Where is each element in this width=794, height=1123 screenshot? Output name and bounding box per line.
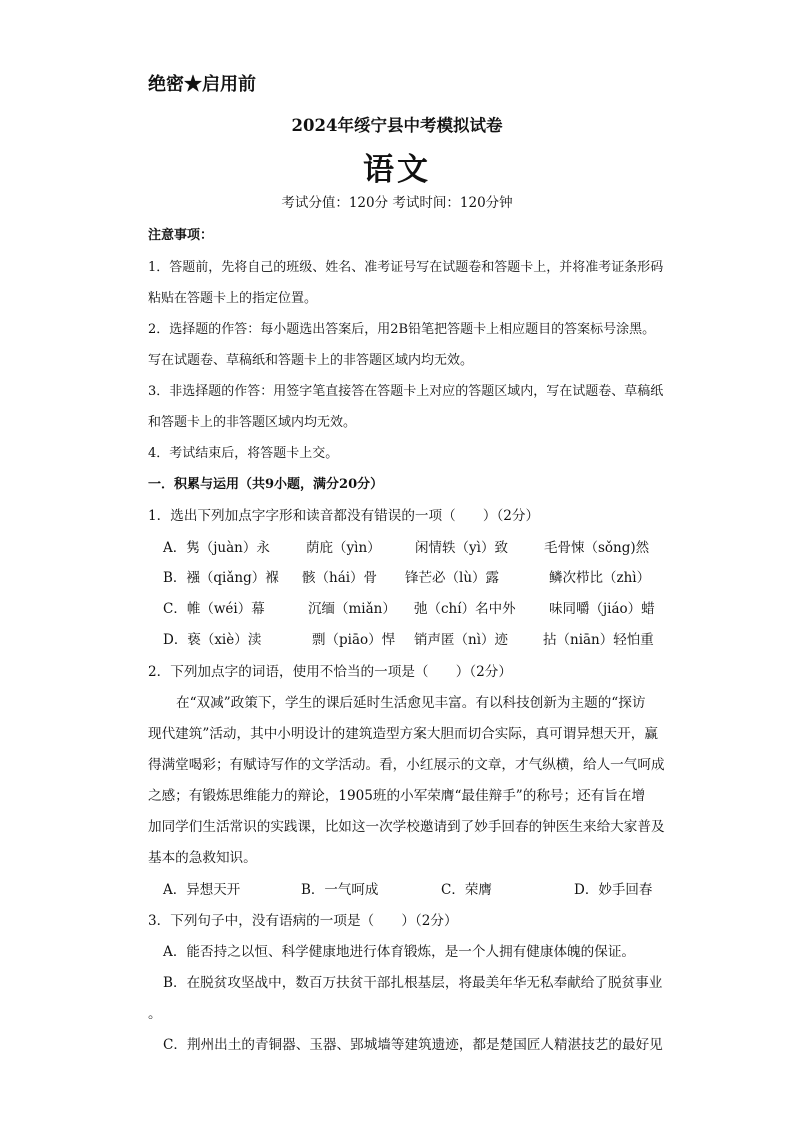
section-heading: 一．积累与运用（共9小题，满分20分）: [148, 477, 384, 492]
q1-option: 毛骨悚（sǒng)然: [544, 540, 650, 556]
passage-line: 之感；有锻炼思维能力的辩论，1905班的小军荣膺“最佳辩手”的称号；还有旨在增: [148, 788, 646, 804]
q1-option: 闲情轶（yì）致: [415, 540, 508, 556]
passage-line: 基本的急救知识。: [148, 850, 257, 866]
q1-option: 锋芒必（lù）露: [405, 570, 500, 586]
passage-line: 现代建筑”活动，其中小明设计的建筑造型方案大胆而切合实际，真可谓异想天开，赢: [148, 726, 658, 742]
q2-option: D．妙手回春: [574, 882, 653, 898]
notes-line: 和答题卡上的非答题区域内均无效。: [148, 415, 357, 430]
q1-option: A．隽（juàn）永: [163, 540, 270, 556]
q1-option: 鳞次栉比（zhì）: [549, 570, 651, 586]
q1-option: C．帷（wéi）幕: [163, 601, 265, 617]
notes-line: 1．答题前，先将自己的班级、姓名、准考证号写在试题卷和答题卡上，并将准考证条形码: [148, 260, 664, 275]
passage-line: 加同学们生活常识的实践课，比如这一次学校邀请到了妙手回春的钟医生来给大家普及: [148, 819, 665, 835]
notes-line: 粘贴在答题卡上的指定位置。: [148, 291, 318, 306]
q3-option-line: A．能否持之以恒、科学健康地进行体育锻炼，是一个人拥有健康体魄的保证。: [163, 944, 636, 960]
passage-line: 得满堂喝彩；有赋诗写作的文学活动。看，小红展示的文章，才气纵横，给人一气呵成: [148, 757, 665, 773]
question-3-stem: 3．下列句子中，没有语病的一项是（ ）（2分）: [148, 913, 458, 929]
exam-title: 2024年绥宁县中考模拟试卷: [291, 116, 503, 135]
notes-heading: 注意事项：: [148, 228, 214, 243]
q1-option: 沉缅（miǎn）: [308, 601, 396, 617]
q1-option: 拈（niān）轻怕重: [543, 632, 654, 648]
q3-option-line: C．荆州出土的青铜器、玉器、郢城墙等建筑遗迹，都是楚国匠人精湛技艺的最好见: [163, 1037, 663, 1053]
q2-option: C．荣膺: [441, 882, 492, 898]
subject-title: 语文: [363, 152, 431, 188]
notes-line: 2．选择题的作答：每小题选出答案后，用2B铅笔把答题卡上相应题目的答案标号涂黑。: [148, 322, 656, 337]
q1-option: 骸（hái）骨: [302, 570, 378, 586]
q1-option: 剽（piāo）悍: [312, 632, 396, 648]
q1-option: B．襁（qiǎng）褓: [163, 570, 279, 586]
confidential-label: 绝密★启用前: [148, 74, 256, 95]
question-1-stem: 1．选出下列加点字字形和读音都没有错误的一项（ ）（2分）: [148, 508, 540, 524]
q1-option: 荫庇（yìn）: [306, 540, 381, 556]
q1-option: 弛（chí）名中外: [414, 601, 516, 617]
q2-option: A．异想天开: [163, 882, 241, 898]
question-2-stem: 2．下列加点字的词语，使用不恰当的一项是（ ）（2分）: [148, 664, 512, 680]
notes-line: 3．非选择题的作答：用签字笔直接答在答题卡上对应的答题区域内，写在试题卷、草稿纸: [148, 384, 664, 399]
exam-meta: 考试分值：120分 考试时间：120分钟: [281, 195, 513, 211]
notes-line: 写在试题卷、草稿纸和答题卡上的非答题区域内均无效。: [148, 353, 474, 368]
notes-line: 4．考试结束后，将答题卡上交。: [148, 446, 339, 461]
q1-option: 销声匿（nì）迹: [414, 632, 509, 648]
passage-line: 在“双减”政策下，学生的课后延时生活愈见丰富。有以科技创新为主题的“探访: [176, 695, 646, 711]
q1-option: D．亵（xiè）渎: [163, 632, 262, 648]
q1-option: 味同嚼（jiáo）蜡: [549, 601, 655, 617]
q3-option-line: 。: [148, 1006, 162, 1022]
q2-option: B．一气呵成: [301, 882, 379, 898]
q3-option-line: B．在脱贫攻坚战中，数百万扶贫干部扎根基层，将最美年华无私奉献给了脱贫事业: [163, 975, 663, 991]
